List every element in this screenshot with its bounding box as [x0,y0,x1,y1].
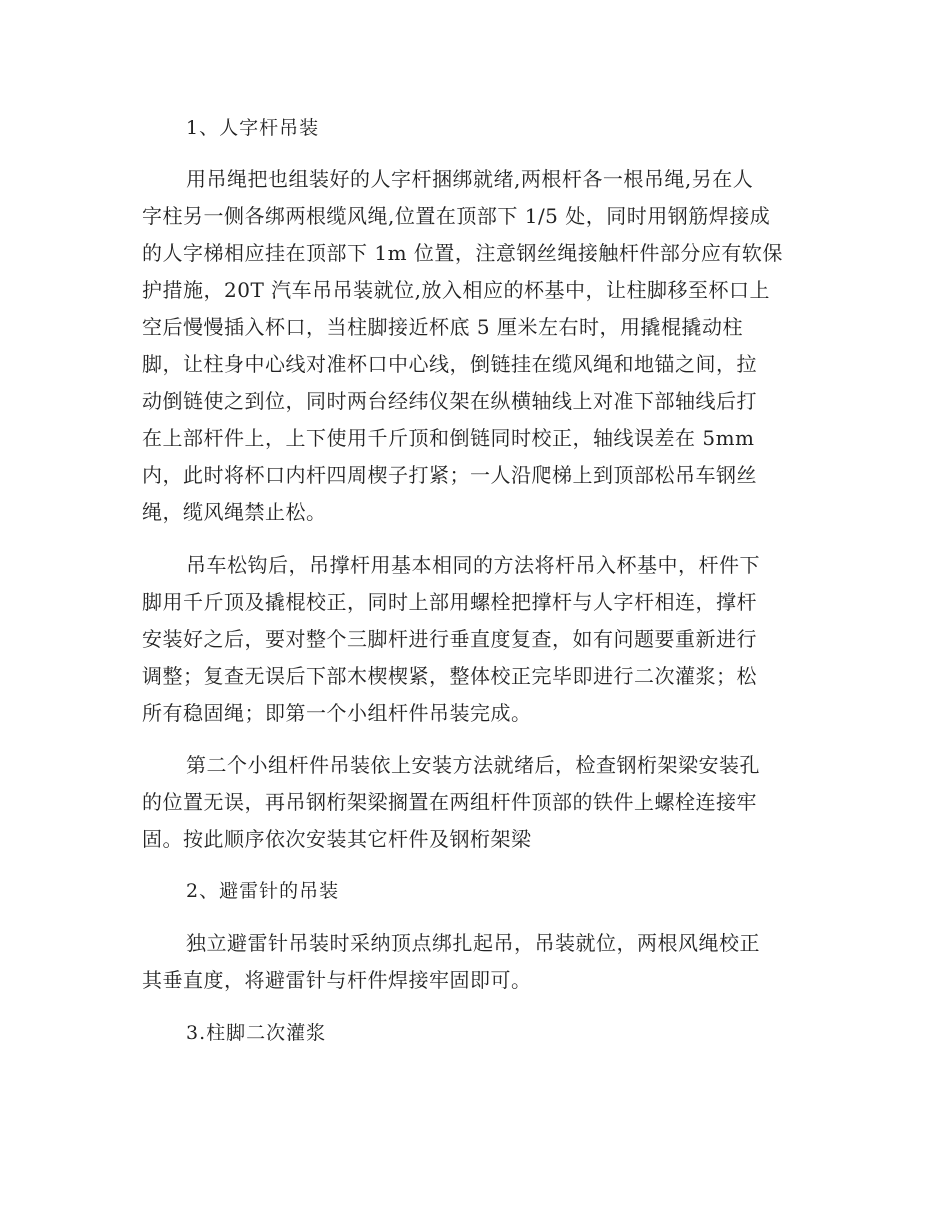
paragraph-line: 所有稳固绳；即第一个小组杆件吊装完成。 [142,701,532,725]
paragraph-line: 独立避雷针吊装时采纳顶点绑扎起吊，吊装就位，两根风绳校正 [186,931,760,955]
paragraph-line: 的位置无误，再吊钢桁架梁搁置在两组杆件顶部的铁件上螺栓连接牢 [142,790,757,814]
paragraph-line: 吊车松钩后，吊撑杆用基本相同的方法将杆吊入杯基中，杆件下 [186,553,760,577]
paragraph-line: 固。按此顺序依次安装其它杆件及钢桁架梁 [142,827,532,851]
paragraph-line: 在上部杆件上，上下使用千斤顶和倒链同时校正，轴线误差在 5mm [142,426,755,450]
paragraph-line: 用吊绳把也组装好的人字杆捆绑就绪,两根杆各一根吊绳,另在人 [186,167,754,191]
paragraph-line: 内，此时将杯口内杆四周楔子打紧；一人沿爬梯上到顶部松吊车钢丝 [142,463,757,487]
section-heading-1: 1、人字杆吊装 [186,117,320,139]
paragraph-line: 空后慢慢插入杯口，当柱脚接近杯底 5 厘米左右时，用撬棍撬动柱 [142,315,743,339]
paragraph-line: 护措施，20T 汽车吊吊装就位,放入相应的杯基中，让柱脚移至杯口上 [142,278,771,302]
paragraph-line: 绳，缆风绳禁止松。 [142,500,327,524]
paragraph-line: 其垂直度，将避雷针与杆件焊接牢固即可。 [142,968,532,992]
paragraph-line: 动倒链使之到位，同时两台经纬仪架在纵横轴线上对准下部轴线后打 [142,389,757,413]
paragraph-line: 脚用千斤顶及撬棍校正，同时上部用螺栓把撑杆与人字杆相连，撑杆 [142,590,757,614]
paragraph-line: 的人字梯相应挂在顶部下 1m 位置，注意钢丝绳接触杆件部分应有软保 [142,241,783,265]
section-heading-3: 3.柱脚二次灌浆 [186,1022,327,1044]
paragraph-line: 安装好之后，要对整个三脚杆进行垂直度复查，如有问题要重新进行 [142,627,757,651]
paragraph-line: 脚，让柱身中心线对准杯口中心线，倒链挂在缆风绳和地锚之间，拉 [142,352,757,376]
paragraph-line: 调整；复查无误后下部木楔楔紧，整体校正完毕即进行二次灌浆；松 [142,664,757,688]
section-heading-2: 2、避雷针的吊装 [186,880,340,902]
paragraph-line: 字柱另一侧各绑两根缆风绳,位置在顶部下 1/5 处，同时用钢筋焊接成 [142,204,771,228]
paragraph-line: 第二个小组杆件吊装依上安装方法就绪后，检查钢桁架梁安装孔 [186,753,760,777]
